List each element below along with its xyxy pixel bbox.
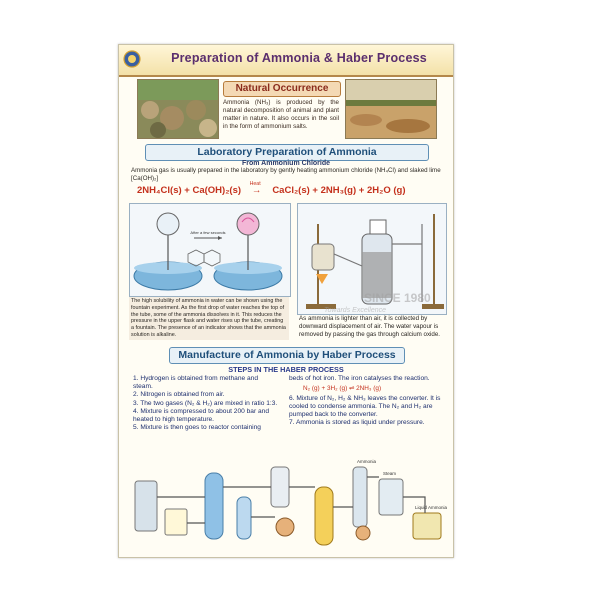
lab-equation [137,181,437,201]
steam-label: Steam [383,471,397,476]
watermark-year: SINCE 1980 [364,291,431,305]
step-item: 1. Hydrogen is obtained from methane and steam. [133,375,258,390]
equation-products: CaCl₂(s) + 2NH₃(g) + 2H₂O (g) [272,185,406,196]
lab-subheading: From Ammonium Chloride [241,160,331,167]
step-continued: beds of hot iron. The iron catalyses the reaction. [289,375,430,382]
step-item: 6. Mixture of N₂, H₂ & NH₃ leaves the converter. It is cooled to condense ammonia. The N₂ and H₂ are pumped back to the converter. [289,394,441,418]
equation-condition: Heat [249,181,261,187]
lab-paragraph: Ammonia gas is usually prepared in the laboratory by gently heating ammonium chloride (NH₄Cl) and slaked lime [Ca(OH)₂] [131,167,441,182]
watermark-tagline: Towards Excellence [324,307,386,314]
soil-landscape-photo [345,79,437,139]
title-bar [119,45,453,77]
step-item: 2. Nitrogen is obtained from air. [133,391,225,399]
publisher-logo-icon [123,50,141,68]
steps-right-column [289,375,443,427]
fountain-experiment-diagram [129,203,291,297]
steps-left-column [133,375,279,433]
step-item: 3. The two gases (N₂ & H₂) are mixed in ratio 1:3. [133,399,278,407]
natural-occurrence-heading: Natural Occurrence [223,81,341,97]
decomposing-matter-photo [137,79,219,139]
haber-plant-diagram [125,457,447,549]
ammonia-label: Ammonia [357,459,377,464]
equation-arrow: Heat → [249,181,262,196]
poster-title: Preparation of Ammonia & Haber Process [171,51,427,65]
fountain-caption: After a few seconds [190,230,226,235]
step-item: 5. Mixture is then goes to reactor containing [133,424,261,432]
fountain-note: The high solubility of ammonia in water can be shown using the fountain experiment. As the first drop of water reaches the top of the tube, some of the ammonia dissolves in it. This reduces the pressure in the upper flask and water rises up the tube, creating a fountain. The presence of an indicator shows that the ammonia solution is alkaline. [129,297,289,340]
equation-reactants: 2NH₄Cl(s) + Ca(OH)₂(s) [137,185,242,196]
liquid-ammonia-label: Liquid Ammonia [415,505,447,510]
step-item: 4. Mixture is compressed to about 200 bar and heated to high temperature. [133,408,269,424]
steps-heading: STEPS IN THE HABER PROCESS [228,365,344,374]
natural-occurrence-text: Ammonia (NH₃) is produced by the natural decomposition of animal and plant matter in nature. It also occurs in the soil in the form of ammonium salts. [223,99,339,130]
haber-process-heading: Manufacture of Ammonia by Haber Process [169,347,405,364]
haber-equation: N₂ (g) + 3H₂ (g) ⇌ 2NH₃ (g) [303,384,382,392]
chart-poster [118,44,454,558]
collection-note: As ammonia is lighter than air, it is collected by downward displacement of air. The water vapour is removed by passing the gas through calcium oxide. [299,315,441,338]
step-item: 7. Ammonia is stored as liquid under pressure. [289,419,425,427]
lab-preparation-heading: Laboratory Preparation of Ammonia [145,144,429,161]
